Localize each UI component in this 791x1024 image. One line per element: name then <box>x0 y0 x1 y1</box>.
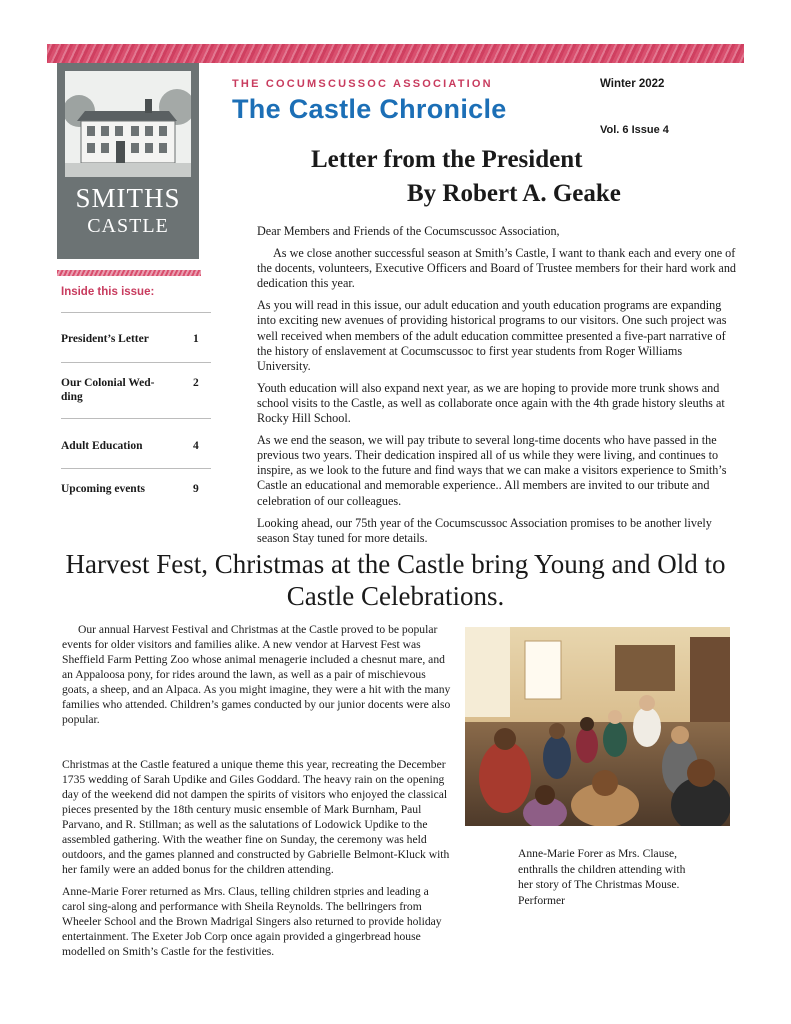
castle-drawing <box>65 71 191 177</box>
toc-item-label: Adult Education <box>61 440 143 452</box>
letter-paragraph: Dear Members and Friends of the Cocumscussoc Association, <box>257 224 560 238</box>
letter-paragraph: Youth education will also expand next year, as we are hoping to provide more trunk shows and school visits to the Castle, as well as collaborate once again with the 4th grade history sleuths at Rocky Hill School. <box>257 380 725 426</box>
storytelling-photo <box>465 627 730 826</box>
smiths-castle-logo <box>57 63 199 259</box>
toc-divider <box>61 312 211 313</box>
toc-item-page: 4 <box>193 440 199 452</box>
harvest-article-title: Harvest Fest, Christmas at the Castle bring Young and Old to Castle Celebrations. <box>65 549 726 611</box>
harvest-article-body <box>62 622 454 959</box>
inside-issue-title: Inside this issue: <box>61 286 155 298</box>
letter-byline: By Robert A. Geake <box>407 180 621 207</box>
toc-item-page: 1 <box>193 333 199 345</box>
issue-season: Winter 2022 <box>600 78 665 90</box>
letter-paragraph: As you will read in this issue, our adult education and youth education programs are expanding into exciting new avenues of providing historical programs to our visitors. One such project was well received when members of the adult education committee presented a five-part narrative of the history of enslavement at Cocumscussoc to first year students from Roger Williams University. <box>257 298 727 373</box>
volume-issue: Vol. 6 Issue 4 <box>600 124 669 136</box>
photo-caption: Anne-Marie Forer as Mrs. Clause, enthralls the children attending with her story of The Christmas Mouse. Performer <box>518 847 686 907</box>
letter-paragraph: As we end the season, we will pay tribute to several long-time docents who have passed in the previous two years. Their dedication inspired all of us while they were living, and continues to inspire, as we look to the future and find ways that we can make a visitors experience to Smith’s Castle an educational and memorable experience.. All members are invited to our tribute and celebration of our colleagues. <box>257 433 727 508</box>
toc-divider <box>61 468 211 469</box>
harvest-paragraph: Anne-Marie Forer returned as Mrs. Claus, telling children stpries and leading a carol sing-along and performance with Sheila Reynolds. The bellringers from Wheeler School and the Brown Madrigal Singers also returned to provide holiday entertainment. The Exeter Job Corp once again provided a gingerbread house modelled on Smith’s Castle for the festivities. <box>62 885 442 958</box>
logo-line-smiths: SMITHS <box>75 183 181 213</box>
letter-paragraph: Looking ahead, our 75th year of the Cocumscussoc Association promises to be another lively season Stay tuned for more details. <box>257 515 712 545</box>
toc-divider <box>61 362 211 363</box>
toc-item-label: Upcoming events <box>61 483 146 495</box>
toc-item-label: President’s Letter <box>61 333 149 345</box>
harvest-paragraph: Our annual Harvest Festival and Christmas at the Castle proved to be popular events for older visitors and families alike. A new vendor at Harvest Fest was Sheffield Farm Petting Zoo whose animal menagerie included a chesnut mare, and an Appaloosa pony, for rides around the lawn, as well as a pair of mischievous goats, a sheep, and an Alpaca. As you might imagine, they were a hit with the many families who attended. Children’s games conducted by our junior docents were also popular. <box>62 623 451 726</box>
toc-divider <box>61 418 211 419</box>
toc-item-page: 2 <box>193 377 199 389</box>
letter-paragraph: As we close another successful season at Smith’s Castle, I want to thank each and every one of the docents, volunteers, Executive Officers and Board of Trustee members for their hard work and dedication this year. <box>257 246 737 291</box>
toc-item-label: Our Colonial Wed-ding <box>61 377 155 403</box>
letter-heading: Letter from the President <box>311 146 583 173</box>
association-name: THE COCUMSCUSSOC ASSOCIATION <box>232 78 493 90</box>
harvest-paragraph: Christmas at the Castle featured a unique theme this year, recreating the December 1735 wedding of Sarah Updike and Giles Goddard. The heavy rain on the opening day of the weekend did not dampen the spirits of visitors who enjoyed the classical pieces presented by the 18th century music ensemble of Mark Burnham, Paul Parvano, and R. Stillman; as well as the salutations of Lodowick Updike to the assembled gathering. With the weather fine on Sunday, the ceremony was held outdoors, and the games planned and constructed by Gabrielle Belmont-Kluck with her family were an added bonus for the children attending. <box>62 758 450 876</box>
logo-line-castle: CASTLE <box>87 215 169 237</box>
sidebar-band <box>57 270 201 276</box>
newsletter-title: The Castle Chronicle <box>232 94 507 124</box>
letter-body <box>257 224 738 553</box>
header-band <box>47 44 744 63</box>
toc-item-page: 9 <box>193 483 199 495</box>
